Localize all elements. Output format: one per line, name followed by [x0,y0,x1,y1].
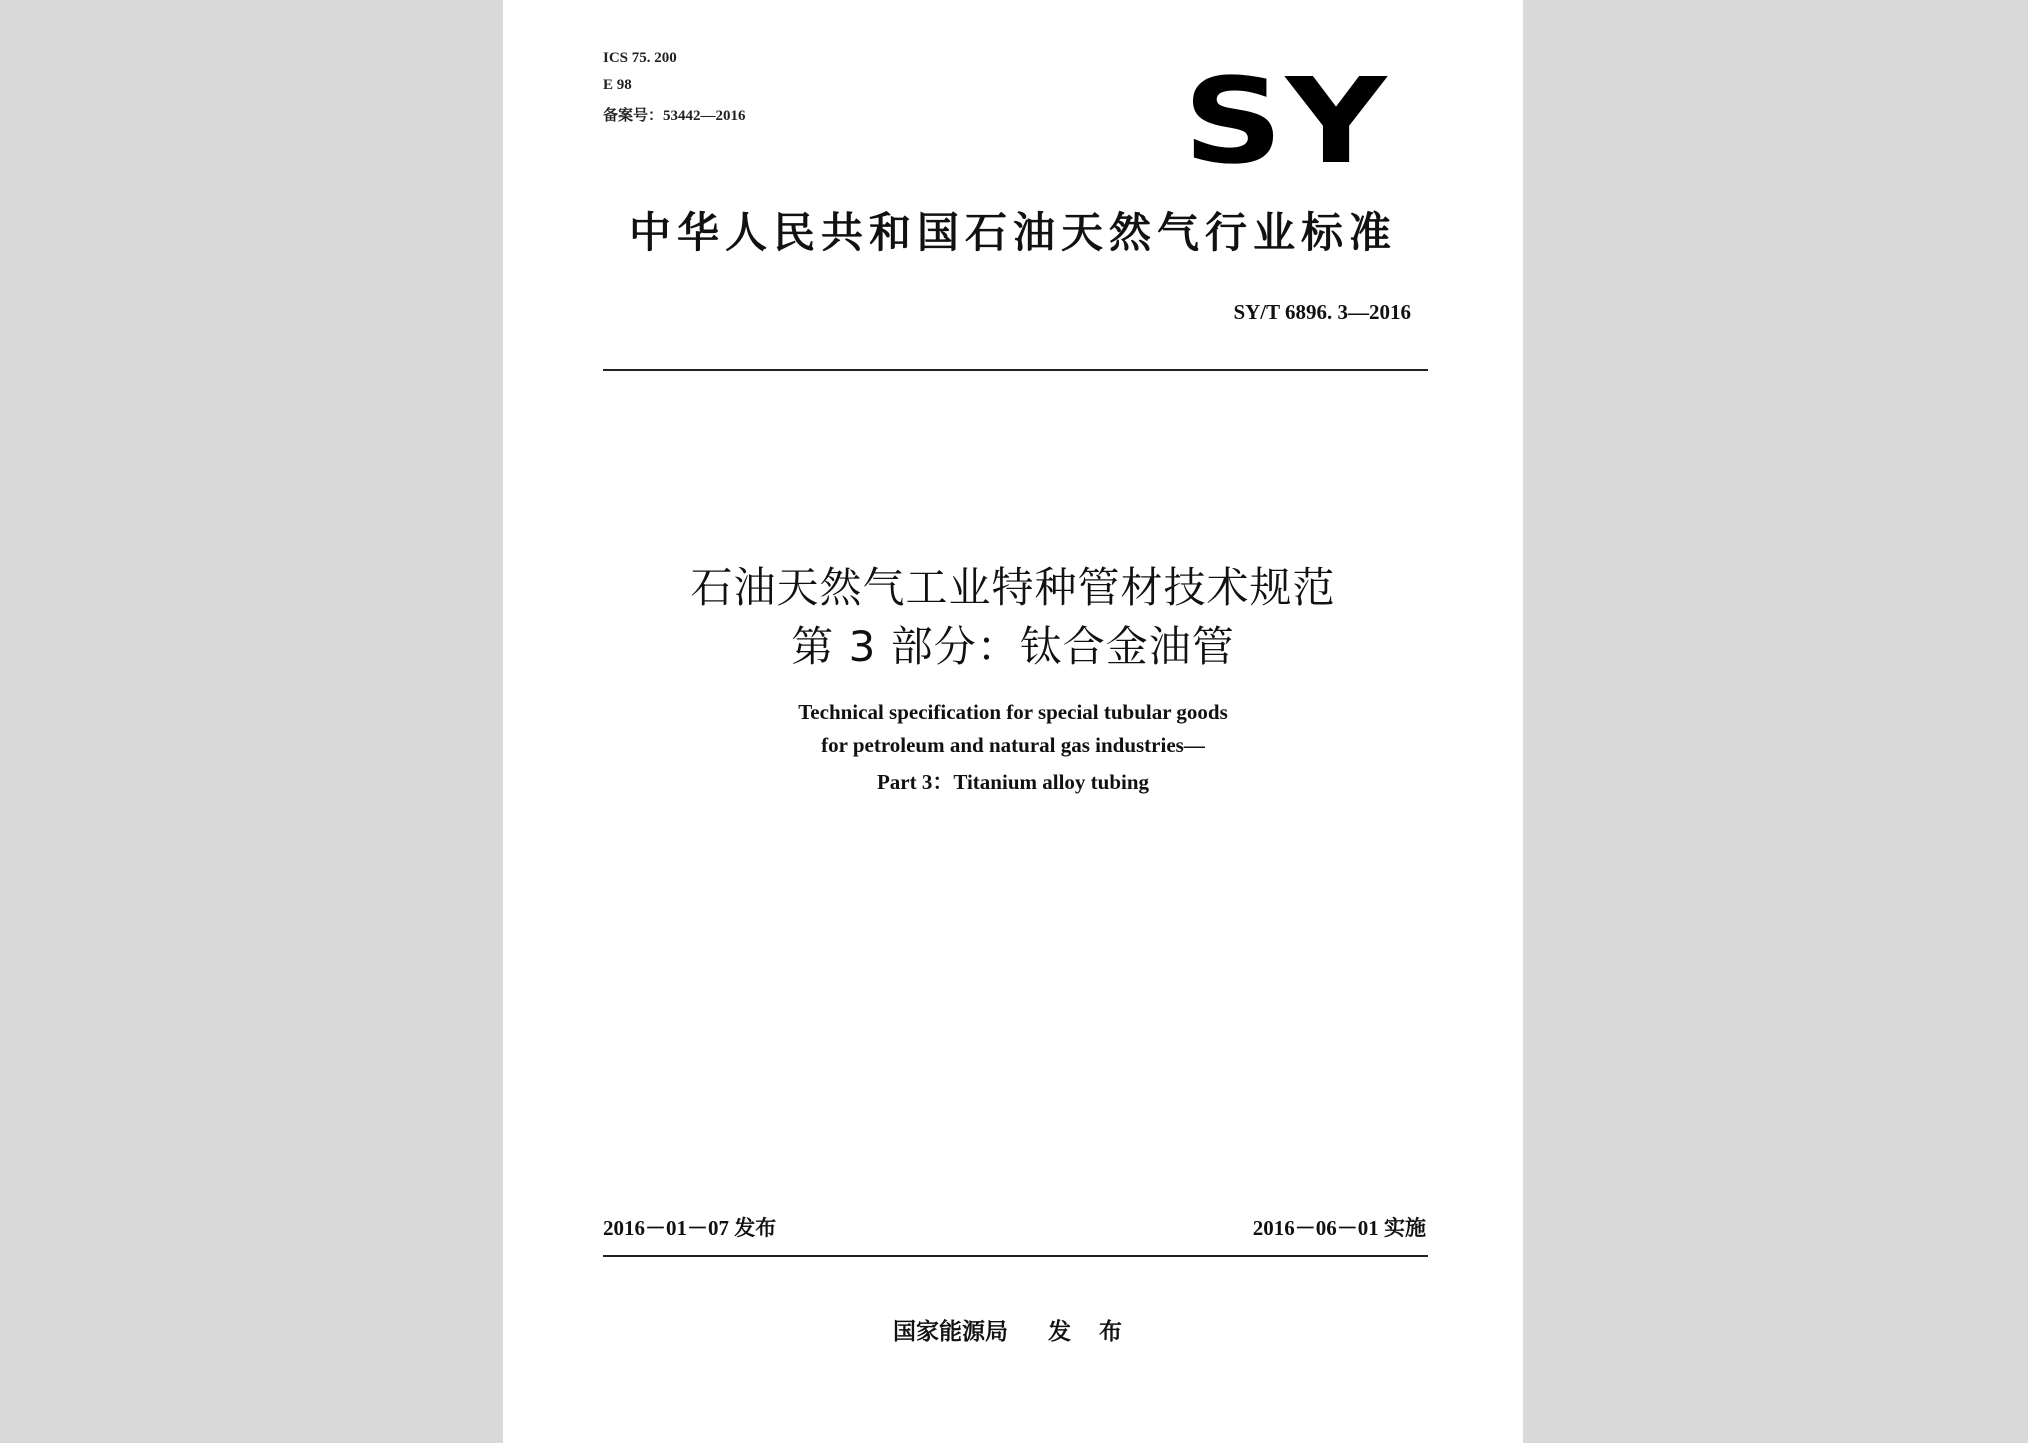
classification-code: E 98 [603,77,632,93]
issuing-authority: 国家能源局 [893,1319,1008,1345]
publisher-line [893,1313,1132,1346]
chinese-title-line-2: 第 3 部分：钛合金油管 [791,622,1235,671]
chinese-title-line-1: 石油天然气工业特种管材技术规范 [690,563,1336,612]
issue-label: 发 布 [1048,1319,1133,1345]
bottom-divider [603,1255,1428,1257]
implementation-date: 2016－06－01 实施 [1252,1216,1426,1240]
record-number: 备案号：53442—2016 [603,108,746,124]
issue-date: 2016－01－07 发布 [603,1216,777,1240]
document-page [503,0,1523,1443]
standard-number: SY/T 6896. 3—2016 [1233,300,1411,324]
english-title-line-3: Part 3：Titanium alloy tubing [876,770,1150,794]
sy-logo: SY [1183,52,1389,190]
standard-type-heading: 中华人民共和国石油天然气行业标准 [628,208,1397,257]
ics-code: ICS 75. 200 [603,50,677,66]
english-title-line-2: for petroleum and natural gas industries— [821,733,1205,757]
english-title-line-1: Technical specification for special tubular goods [798,700,1228,724]
top-divider [603,369,1428,371]
